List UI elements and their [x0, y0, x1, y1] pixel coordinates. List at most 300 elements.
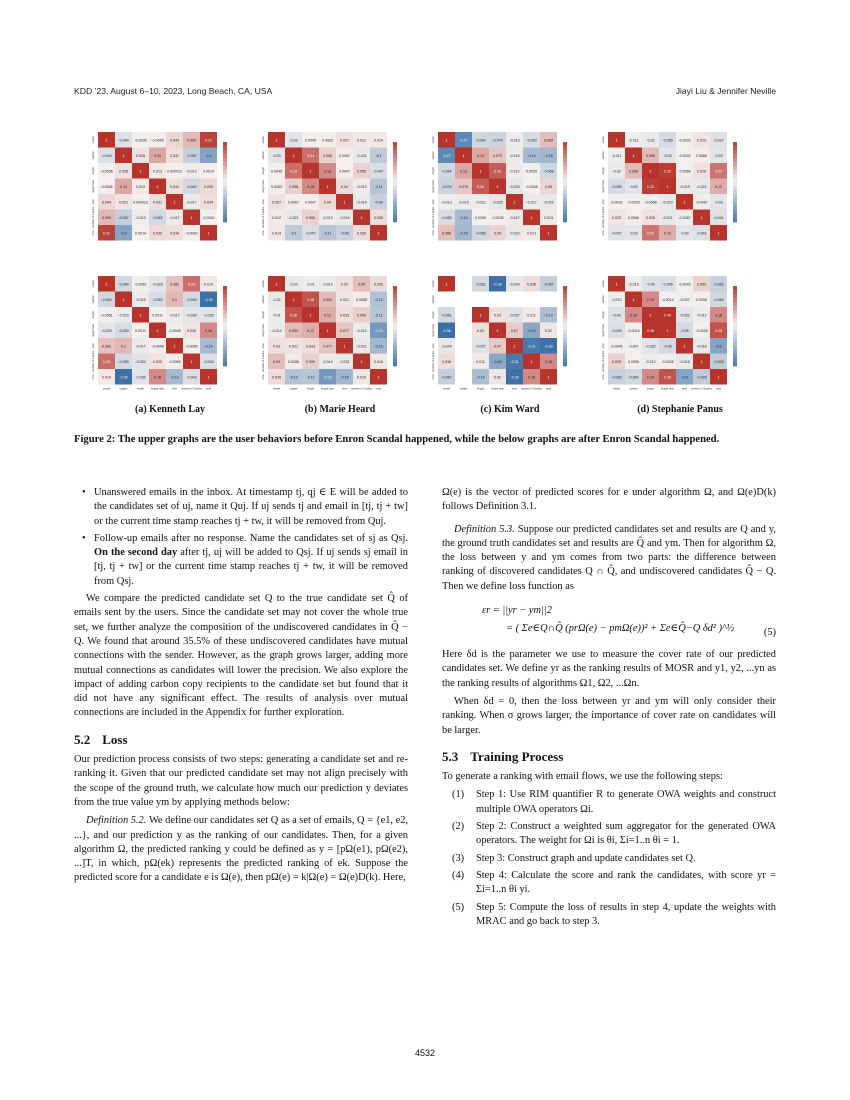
colorbar-segment: [733, 210, 737, 214]
heatmap-cell-label: 1: [173, 344, 176, 349]
running-header-left: KDD ’23, August 6–10, 2023, Long Beach, CA, USA: [74, 86, 273, 96]
heatmap-cell-label: 0.18: [545, 359, 552, 364]
heatmap-cell-label: 0.32: [664, 169, 671, 174]
heatmap-cell-label: -0.0033: [610, 200, 623, 205]
heatmap-cell-label: 0.082: [170, 282, 179, 287]
training-step: (3) Step 3: Construct graph and update candidates set Q.: [476, 852, 776, 866]
heatmap-cell-label: 0.03: [341, 282, 348, 287]
heatmap-cell-label: 0.031: [153, 200, 162, 205]
heatmap-cell-label: 0.13: [460, 169, 467, 174]
heatmap-cell-label: -0.0087: [695, 200, 708, 205]
heatmap-cell-label: -0.043: [186, 375, 197, 380]
heatmap-cell-label: -0.06: [663, 344, 672, 349]
subcaption-d: (d) Stephanie Panus: [637, 404, 723, 415]
heatmap-cell-label: -0.13: [476, 375, 485, 380]
heatmap-y-label: number of 3-paths: [262, 206, 265, 228]
colorbar-segment: [223, 326, 227, 330]
heatmap-cell-label: -0.03: [714, 153, 723, 158]
colorbar-segment: [223, 178, 227, 182]
colorbar-segment: [223, 334, 227, 338]
heatmap-cell-label: 0.0047: [339, 169, 350, 174]
heatmap-cell: [472, 292, 489, 308]
heatmap-cell-label: 0.0085: [288, 359, 299, 364]
heatmap-cell-label: -0.025: [509, 184, 520, 189]
heatmap-cell-label: 0.013: [136, 184, 145, 189]
heatmap-cell-label: -0.14: [204, 344, 213, 349]
heatmap-y-label: length: [92, 167, 95, 175]
colorbar-segment: [393, 218, 397, 222]
heatmap-cell-label: 0.02: [494, 375, 501, 380]
colorbar-segment: [563, 362, 567, 366]
heatmap-svg: [428, 128, 588, 258]
colorbar-segment: [563, 314, 567, 318]
heatmap-cell-label: 1: [173, 200, 176, 205]
heatmap-cell-label: -0.2: [205, 153, 212, 158]
heatmap-cell: [455, 369, 472, 385]
heatmap-y-label: note: [92, 374, 95, 380]
paragraph-candidate-comparison: We compare the predicted candidate set Q to the true candidate set Q̂ of emails sent by the users. Since the candidate set may not cover the whole true set, we further analyze the composition of the undiscovered candidates in Q̂ − Q. We found that around 35.5% of these undiscovered candidates have mutual connections with the sender. However, as the graph grows larger, adding more mutual connections as candidates will lower the precision. We also explore the impact of adding carbon copy recipients to the candidate set but found that it did not have any significant effect. The results of analysis over mutual connections are included in the Appendix for further exploration.: [74, 593, 408, 719]
colorbar-segment: [733, 194, 737, 198]
heatmap-cell-label: -0.061: [441, 313, 452, 318]
heatmap-cell-label: -0.064: [713, 297, 724, 302]
heatmap-cell-label: -0.032: [679, 313, 690, 318]
heatmap-cell-label: 0.18: [528, 375, 535, 380]
heatmap-y-label: create: [432, 280, 435, 288]
colorbar-segment: [393, 342, 397, 346]
heatmap-cell-label: 1: [683, 200, 686, 205]
heatmap-cell-label: -0.0036: [491, 215, 504, 220]
colorbar-segment: [733, 350, 737, 354]
heatmap-cell-label: 0.075: [459, 184, 468, 189]
heatmap-cell-label: -0.017: [186, 200, 197, 205]
paragraph-delta-zero: When δd = 0, then the loss between yr and ym will only consider their ranking. When σ grows larger, the importance of cover rate on candidates will be larger.: [442, 695, 776, 736]
section-number: 5.2: [74, 731, 91, 747]
heatmap-cell-label: -0.015: [509, 153, 520, 158]
heatmap-cell-label: -0.093: [713, 359, 724, 364]
heatmap-x-label: note: [715, 387, 722, 391]
heatmap-cell-label: -0.034: [186, 313, 197, 318]
heatmap-cell-label: -0.015: [458, 200, 469, 205]
heatmap-cell-label: 1: [377, 231, 380, 236]
colorbar-segment: [223, 218, 227, 222]
heatmap-cell-label: 0.094: [323, 297, 332, 302]
heatmap-cell-label: -0.053: [118, 328, 129, 333]
heatmap-cell-label: -0.01: [272, 313, 281, 318]
colorbar-segment: [733, 306, 737, 310]
colorbar-segment: [563, 186, 567, 190]
heatmap-cell-label: 1: [632, 153, 635, 158]
colorbar-segment: [563, 194, 567, 198]
heatmap-cell-label: -0.0042: [185, 231, 198, 236]
heatmap-cell-label: 0.28: [664, 375, 671, 380]
heatmap-cell-label: -0.029: [101, 328, 112, 333]
heatmap-cell-label: -0.068: [475, 231, 486, 236]
heatmap-y-label: create: [262, 136, 265, 144]
heatmap-svg: [428, 272, 588, 402]
colorbar-segment: [223, 174, 227, 178]
subcaption-a: (a) Kenneth Lay: [135, 404, 205, 415]
heatmap-y-label: length: [602, 311, 605, 319]
heatmap-y-label: length ratio: [602, 179, 605, 193]
heatmap-cell-label: -0.31: [527, 344, 536, 349]
heatmap-cell-label: -0.11: [306, 375, 315, 380]
colorbar-segment: [733, 218, 737, 222]
heatmap-y-label: note: [432, 230, 435, 236]
heatmap-cell-label: -0.074: [441, 184, 452, 189]
heatmap-x-label: create: [272, 387, 281, 391]
heatmap-cell-label: -0.059: [118, 359, 129, 364]
heatmap-cell-label: -0.053: [441, 215, 452, 220]
heatmap-cell-label: 0.026: [646, 215, 655, 220]
heatmap-x-label: time: [172, 387, 177, 391]
heatmap-cell-label: 0.04: [341, 184, 348, 189]
heatmap-cell-label: 0.033: [340, 313, 349, 318]
colorbar-segment: [733, 158, 737, 162]
heatmap-y-label: create: [432, 136, 435, 144]
colorbar-segment: [393, 198, 397, 202]
colorbar-segment: [563, 178, 567, 182]
heatmap-svg: [88, 128, 248, 258]
heatmap-cell-label: -0.03: [629, 231, 638, 236]
heatmap-cell-label: 1: [360, 359, 363, 364]
heatmap-cell-label: 0.014: [204, 282, 213, 287]
heatmap-x-label: number of 3-paths: [520, 387, 543, 391]
colorbar-segment: [563, 202, 567, 206]
heatmap-cell-label: 0.12: [664, 231, 671, 236]
heatmap-cell-label: -0.007: [679, 297, 690, 302]
colorbar-segment: [223, 350, 227, 354]
definition-text: Suppose our predicted candidates set and results are Q and y, the ground truth candidates set and results are Q̂ and ym. Then for algorithm Ω, the loss between y and ym comes from two parts: the difference between ranking of discovered candidates Q ∩ Q̂, and undiscovered candidates Q̂ − Q. Then we define loss function as: [442, 523, 776, 592]
paragraph-loss-intro: Our prediction process consists of two steps: generating a candidate set and re-ranking it. Given that our predicted candidate set may not align precisely with the scope of the ground truth, we calculate how much our prediction y deviates from the true value ym by applying methods below:: [74, 754, 408, 808]
heatmap-cell-label: 1: [275, 138, 278, 143]
heatmap-cell-label: -0.021: [356, 153, 367, 158]
heatmap-cell-label: 1: [547, 375, 550, 380]
section-number: 5.3: [442, 748, 459, 764]
heatmap-cell: [455, 307, 472, 323]
colorbar-segment: [563, 326, 567, 330]
heatmap-cell-label: 1: [513, 344, 516, 349]
colorbar-segment: [733, 202, 737, 206]
heatmap-cell-label: -0.35: [204, 297, 213, 302]
heatmap-cell-label: 0.036: [374, 215, 383, 220]
heatmap-cell-label: -0.013: [356, 184, 367, 189]
heatmap-cell-label: 0.13: [120, 184, 127, 189]
colorbar-segment: [393, 326, 397, 330]
heatmap-cell-label: 0.014: [102, 375, 111, 380]
heatmap-cell-label: -0.015: [135, 297, 146, 302]
colorbar-segment: [393, 350, 397, 354]
heatmap-cell-label: -0.013: [441, 200, 452, 205]
heatmap-cell-label: 0.0011: [152, 313, 163, 318]
heatmap-cell-label: 0.18: [630, 313, 637, 318]
colorbar-segment: [223, 294, 227, 298]
colorbar-segment: [223, 198, 227, 202]
colorbar-segment: [733, 162, 737, 166]
heatmap-cell-label: 1: [683, 344, 686, 349]
heatmap-cell-label: 0.025: [153, 359, 162, 364]
colorbar-segment: [393, 206, 397, 210]
colorbar-segment: [733, 358, 737, 362]
colorbar-segment: [393, 302, 397, 306]
heatmap-cell-label: -0.11: [374, 184, 383, 189]
heatmap-y-label: number of 3-paths: [602, 350, 605, 372]
heatmap-cell-label: 0.31: [205, 138, 212, 143]
heatmap-x-label: create: [612, 387, 621, 391]
heatmap-cell-label: -0.032: [645, 344, 656, 349]
colorbar-segment: [223, 298, 227, 302]
heatmap-cell-label: 0.23: [290, 169, 297, 174]
heatmap-y-label: length: [602, 167, 605, 175]
colorbar-segment: [733, 190, 737, 194]
equation-line-2: = ( Σe∈Q∩Q̂ (prΩ(e) − pmΩ(e))² + Σe∈Q̂−Q δd² )^½: [506, 623, 735, 635]
heatmap-y-label: update: [602, 295, 605, 304]
heatmap-y-label: number of 3-paths: [92, 350, 95, 372]
heatmap-y-label: update: [262, 295, 265, 304]
heatmap-cell-label: -0.021: [662, 215, 673, 220]
colorbar-segment: [393, 186, 397, 190]
heatmap-cell-label: 0.22: [647, 231, 654, 236]
heatmap-cell-label: -0.0028: [695, 328, 708, 333]
colorbar-segment: [733, 170, 737, 174]
colorbar-segment: [223, 314, 227, 318]
heatmap-cell-label: 0.0063: [322, 138, 333, 143]
heatmap-cell-label: 0.0039: [475, 215, 486, 220]
colorbar-segment: [223, 290, 227, 294]
colorbar-segment: [563, 150, 567, 154]
heatmap-cell-label: 0.0055: [696, 297, 707, 302]
heatmap-cell-label: -0.14: [527, 153, 536, 158]
heatmap-cell-label: 1: [632, 297, 635, 302]
heatmap-cell-label: -0.082: [611, 375, 622, 380]
colorbar-segment: [563, 306, 567, 310]
heatmap-y-label: length ratio: [92, 179, 95, 193]
heatmap-marie-heard-before: [258, 128, 408, 258]
heatmap-cell-label: 0.07: [511, 328, 518, 333]
heatmap-x-label: create: [102, 387, 111, 391]
colorbar-segment: [223, 310, 227, 314]
heatmap-x-label: length: [646, 387, 655, 391]
heatmap-cell-label: -0.061: [475, 282, 486, 287]
heatmap-y-label: number of 3-paths: [602, 206, 605, 228]
colorbar-segment: [223, 170, 227, 174]
heatmap-cell-label: 1: [666, 184, 669, 189]
candidate-rules-list: [74, 486, 408, 589]
heatmap-svg: [258, 128, 418, 258]
colorbar-segment: [393, 294, 397, 298]
heatmap-cell-label: -0.0033: [627, 200, 640, 205]
colorbar-segment: [563, 218, 567, 222]
colorbar-segment: [393, 298, 397, 302]
colorbar-segment: [393, 290, 397, 294]
heatmap-cell-label: 1: [700, 359, 703, 364]
colorbar-segment: [393, 358, 397, 362]
bullet-follow-up-pre: Follow-up emails after no response. Name the candidates set of sj as Qsj.: [94, 532, 408, 544]
heatmap-cell-label: -0.064: [475, 138, 486, 143]
heatmap-cell-label: -0.047: [373, 169, 384, 174]
heatmap-cell-label: -0.12: [374, 297, 383, 302]
colorbar-segment: [223, 338, 227, 342]
heatmap-kenneth-lay-before: [88, 128, 238, 258]
heatmap-cell-label: -0.19: [493, 359, 502, 364]
heatmap-cell-label: 1: [377, 375, 380, 380]
heatmap-cell-label: -0.087: [186, 153, 197, 158]
heatmap-cell: [540, 292, 557, 308]
heatmap-cell-label: -0.15: [459, 231, 468, 236]
heatmap-cell-label: -0.31: [510, 359, 519, 364]
heatmap-cell-label: 0.12: [324, 313, 331, 318]
heatmap-cell-label: 1: [156, 328, 159, 333]
heatmap-cell-label: 1: [717, 231, 720, 236]
equation-5: [482, 602, 776, 638]
colorbar-segment: [563, 322, 567, 326]
heatmap-cell-label: 1: [139, 313, 142, 318]
colorbar-segment: [563, 318, 567, 322]
colorbar-segment: [223, 186, 227, 190]
colorbar-segment: [393, 194, 397, 198]
heatmap-cell-label: -0.15: [374, 344, 383, 349]
colorbar-segment: [223, 162, 227, 166]
colorbar-segment: [223, 210, 227, 214]
colorbar-segment: [223, 330, 227, 334]
heatmap-cell-label: -0.0045: [151, 138, 164, 143]
heatmap-cell-label: 0.0063: [271, 184, 282, 189]
heatmap-x-label: number of 3-paths: [690, 387, 713, 391]
colorbar-segment: [733, 302, 737, 306]
heatmap-cell-label: 1: [326, 184, 329, 189]
running-header-right: Jiayi Liu & Jennifer Neville: [675, 86, 776, 96]
definition-label: Definition 5.3.: [454, 523, 515, 535]
heatmap-cell-label: -0.0042: [202, 215, 215, 220]
heatmap-cell-label: -0.0033: [678, 138, 691, 143]
colorbar-segment: [223, 342, 227, 346]
heatmap-y-label: note: [262, 230, 265, 236]
heatmap-cell-label: -0.35: [119, 375, 128, 380]
colorbar-segment: [393, 214, 397, 218]
heatmap-x-label: number of 3-paths: [180, 387, 203, 391]
heatmap-cell-label: 0.023: [612, 215, 621, 220]
colorbar-segment: [563, 142, 567, 146]
heatmap-cell-label: -0.15: [340, 375, 349, 380]
heatmap-cell-label: -0.08: [374, 200, 383, 205]
heatmap-cell-label: -0.11: [374, 313, 383, 318]
heatmap-cell: [455, 292, 472, 308]
heatmap-cell-label: 0.04: [324, 200, 331, 205]
heatmap-cell-label: -0.025: [492, 200, 503, 205]
colorbar-segment: [393, 338, 397, 342]
colorbar-segment: [223, 142, 227, 146]
definition-5-3: [442, 523, 776, 594]
colorbar-segment: [393, 142, 397, 146]
heatmap-cell-label: 0.027: [340, 138, 349, 143]
heatmap-cell-label: 0.021: [119, 200, 128, 205]
heatmap-cell-label: 1: [530, 359, 533, 364]
heatmap-cell-label: 0.0014: [203, 169, 214, 174]
heatmap-cell-label: -0.082: [713, 282, 724, 287]
heatmap-cell-label: 1: [207, 375, 210, 380]
heatmap-cell-label: 0.025: [187, 328, 196, 333]
heatmap-cell-label: 0.26: [477, 184, 484, 189]
page-number: 4532: [414, 1048, 436, 1058]
heatmap-cell-label: 0.027: [272, 200, 281, 205]
colorbar-segment: [733, 206, 737, 210]
heatmap-cell-label: 1: [479, 169, 482, 174]
colorbar-segment: [393, 182, 397, 186]
colorbar-segment: [393, 362, 397, 366]
heatmap-cell-label: 0.036: [357, 231, 366, 236]
heatmap-cell-label: -0.012: [696, 313, 707, 318]
heatmap-cell-label: 1: [275, 282, 278, 287]
heatmap-cell-label: 0.077: [323, 344, 332, 349]
heatmap-cell-label: 0.22: [715, 169, 722, 174]
colorbar-segment: [223, 318, 227, 322]
heatmap-cell-label: 0.0066: [696, 153, 707, 158]
heatmap-cell-label: 0.07: [494, 344, 501, 349]
heatmap-cell-label: 0.026: [136, 153, 145, 158]
colorbar-segment: [393, 146, 397, 150]
heatmap-cell-label: 0.18: [154, 375, 161, 380]
heatmap-cell-label: -0.019: [356, 200, 367, 205]
colorbar-segment: [563, 354, 567, 358]
heatmap-cell-label: -0.0045: [610, 344, 623, 349]
bullet-follow-up-bold: On the second day: [94, 547, 178, 559]
colorbar-segment: [393, 162, 397, 166]
heatmap-cell-label: -0.0014: [661, 297, 674, 302]
heatmap-cell-label: 0.46: [664, 313, 671, 318]
colorbar-segment: [563, 162, 567, 166]
heatmap-cell-label: 0.026: [119, 169, 128, 174]
heatmap-cell-label: 1: [292, 297, 295, 302]
colorbar-segment: [393, 334, 397, 338]
heatmap-cell-label: -0.0068: [644, 200, 657, 205]
paragraph-delta-d: Here δd is the parameter we use to measure the cover rate of our predicted candidates set. We define yr as the ranking results of MOSR and y1, y2, ...yn as the ranking results of algorithms Ω1, Ω2, ...Ωn.: [442, 649, 776, 689]
heatmap-cell-label: 1: [649, 313, 652, 318]
heatmap-cell-label: -0.013: [628, 282, 639, 287]
heatmap-cell-label: -0.04: [646, 282, 655, 287]
colorbar-segment: [223, 302, 227, 306]
section-title: Training Process: [470, 748, 564, 764]
heatmap-x-label: length ratio: [491, 387, 504, 391]
colorbar-segment: [393, 354, 397, 358]
heatmap-cell-label: -0.064: [441, 169, 452, 174]
heatmap-cell-label: 1: [496, 184, 499, 189]
colorbar-segment: [393, 330, 397, 334]
colorbar-segment: [393, 154, 397, 158]
heatmap-cell-label: -0.0036: [100, 169, 113, 174]
heatmap-y-label: number of 3-paths: [92, 206, 95, 228]
heatmap-cell-label: 0.0047: [305, 200, 316, 205]
heatmap-x-label: time: [512, 387, 517, 391]
heatmap-cell-label: -0.014: [322, 282, 333, 287]
heatmap-stephanie-panus-after: [598, 272, 748, 402]
colorbar-segment: [563, 342, 567, 346]
heatmap-y-label: time: [92, 343, 95, 349]
heatmap-cell-label: -0.018: [679, 359, 690, 364]
colorbar-segment: [733, 334, 737, 338]
heatmap-cell-label: 0.0014: [135, 231, 146, 236]
paragraph-training-intro: To generate a ranking with email flows, we use the following steps:: [442, 771, 723, 783]
heatmap-y-label: update: [92, 151, 95, 160]
heatmap-y-label: update: [432, 295, 435, 304]
heatmap-cell-label: -0.27: [442, 153, 451, 158]
heatmap-cell-label: -0.087: [543, 282, 554, 287]
heatmap-cell-label: -0.045: [662, 282, 673, 287]
heatmap-cell-label: -0.14: [170, 375, 179, 380]
heatmap-cell-label: 1: [122, 153, 125, 158]
heatmap-y-label: time: [432, 343, 435, 349]
heatmap-cell-label: 0.13: [154, 153, 161, 158]
heatmap-cell-label: -0.068: [543, 169, 554, 174]
section-5-3-heading: [442, 750, 776, 764]
